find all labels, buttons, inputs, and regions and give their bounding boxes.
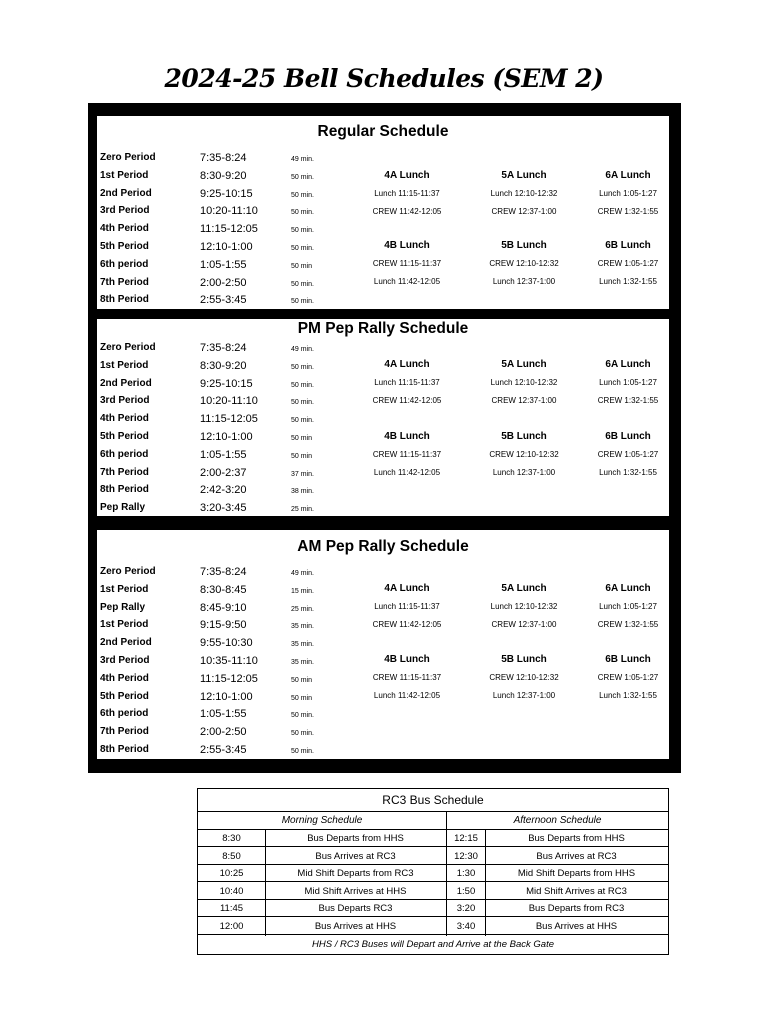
- lunch-header: 4B Lunch: [384, 431, 430, 442]
- period-time: 11:15-12:05: [200, 672, 258, 685]
- lunch-slot: Lunch 1:32-1:55: [599, 691, 657, 700]
- bus-morning-event: Bus Departs RC3: [265, 900, 446, 917]
- lunch-header: 6B Lunch: [605, 654, 651, 665]
- bus-morning-event: Bus Departs from HHS: [265, 830, 446, 847]
- lunch-header: 5A Lunch: [501, 170, 547, 181]
- period-duration: 50 min.: [291, 399, 314, 407]
- period-time: 9:25-10:15: [200, 187, 253, 200]
- am-schedule-title: AM Pep Rally Schedule: [297, 538, 469, 555]
- lunch-header: 5A Lunch: [501, 359, 547, 370]
- lunch-slot: Lunch 11:15-11:37: [374, 378, 440, 387]
- bus-afternoon-time: 12:15: [447, 830, 485, 847]
- period-name: 8th Period: [100, 744, 149, 755]
- period-name: 8th Period: [100, 484, 149, 496]
- lunch-slot: CREW 12:10-12:32: [489, 450, 559, 459]
- period-row: [97, 294, 669, 312]
- table-divider: [446, 812, 447, 936]
- period-name: Zero Period: [100, 342, 156, 353]
- lunch-slot: CREW 12:37-1:00: [491, 396, 557, 405]
- period-duration: 50 min: [291, 452, 313, 460]
- morning-schedule-header: Morning Schedule: [198, 812, 447, 830]
- pm-pep-rally-panel: [97, 319, 669, 516]
- lunch-slot: CREW 1:32-1:55: [597, 396, 659, 405]
- period-time: 1:05-1:55: [200, 258, 247, 271]
- bus-afternoon-event: Bus Arrives at HHS: [485, 918, 668, 935]
- period-time: 2:55-3:45: [200, 744, 247, 756]
- bus-schedule-title: RC3 Bus Schedule: [198, 789, 668, 812]
- bus-morning-time: 8:50: [198, 848, 265, 865]
- period-row: [97, 223, 669, 241]
- period-duration: 49 min.: [291, 346, 314, 353]
- period-name: 5th Period: [100, 431, 149, 442]
- lunch-header: 4B Lunch: [384, 654, 430, 665]
- period-time: 10:35-11:10: [200, 655, 258, 667]
- lunch-slot: Lunch 1:32-1:55: [599, 468, 657, 477]
- period-name: Pep Rally: [100, 601, 146, 613]
- period-duration: 35 min.: [291, 623, 314, 631]
- lunch-header: 5B Lunch: [501, 431, 547, 442]
- period-name: 4th Period: [100, 413, 149, 425]
- table-divider: [265, 830, 266, 936]
- afternoon-schedule-header: Afternoon Schedule: [447, 812, 668, 830]
- period-time: 8:45-9:10: [200, 601, 247, 614]
- lunch-slot: CREW 11:15-11:37: [372, 673, 442, 682]
- period-name: Zero Period: [100, 152, 156, 163]
- lunch-slot: CREW 12:10-12:32: [489, 259, 559, 268]
- period-time: 12:10-1:00: [200, 431, 253, 443]
- lunch-slot: CREW 1:32-1:55: [597, 207, 659, 216]
- period-time: 11:15-12:05: [200, 413, 258, 426]
- period-row: [97, 484, 669, 502]
- period-name: 1st Period: [100, 583, 149, 595]
- period-time: 8:30-9:20: [200, 359, 247, 372]
- period-duration: 25 min.: [291, 506, 314, 514]
- period-name: 1st Period: [100, 619, 149, 631]
- bus-footer-note: HHS / RC3 Buses will Depart and Arrive at the Back Gate: [312, 939, 554, 950]
- period-duration: 50 min.: [291, 227, 314, 235]
- bus-afternoon-event: Bus Departs from HHS: [485, 830, 668, 847]
- period-time: 12:10-1:00: [200, 690, 253, 703]
- period-name: 2nd Period: [100, 637, 152, 649]
- period-duration: 50 min.: [291, 417, 314, 425]
- period-row: [97, 708, 669, 726]
- page-title: 2024-25 Bell Schedules (SEM 2): [164, 64, 604, 93]
- bus-morning-time: 8:30: [198, 830, 265, 847]
- bus-morning-event: Mid Shift Arrives at HHS: [265, 883, 446, 900]
- lunch-slot: CREW 11:42-12:05: [372, 207, 442, 216]
- period-time: 10:20-11:10: [200, 395, 258, 408]
- bus-morning-event: Mid Shift Departs from RC3: [265, 865, 446, 882]
- period-duration: 50 min.: [291, 280, 314, 288]
- lunch-slot: Lunch 1:05-1:27: [599, 602, 657, 611]
- period-name: 7th Period: [100, 726, 149, 738]
- lunch-header: 4B Lunch: [384, 240, 430, 251]
- lunch-slot: CREW 1:05-1:27: [597, 673, 659, 682]
- period-name: Pep Rally: [100, 502, 146, 514]
- period-row: [97, 152, 669, 170]
- lunch-header: 4A Lunch: [384, 359, 430, 370]
- bus-afternoon-time: 1:30: [447, 865, 485, 882]
- period-name: 3rd Period: [100, 395, 150, 407]
- lunch-slot: Lunch 1:05-1:27: [599, 189, 657, 198]
- am-pep-rally-panel: [97, 530, 669, 759]
- lunch-slot: Lunch 12:37-1:00: [492, 277, 556, 286]
- period-row: [97, 637, 669, 655]
- bus-morning-event: Bus Arrives at HHS: [265, 918, 446, 935]
- period-name: 3rd Period: [100, 205, 150, 217]
- lunch-slot: CREW 12:37-1:00: [491, 620, 557, 629]
- lunch-slot: CREW 11:42-12:05: [372, 396, 442, 405]
- lunch-slot: CREW 12:37-1:00: [491, 207, 557, 216]
- period-name: 6th period: [100, 708, 149, 720]
- period-duration: 50 min.: [291, 712, 314, 720]
- period-time: 1:05-1:55: [200, 708, 247, 721]
- period-name: 2nd Period: [100, 377, 152, 389]
- lunch-header: 4A Lunch: [384, 170, 430, 181]
- period-row: [97, 502, 669, 520]
- period-row: [97, 342, 669, 360]
- period-time: 9:15-9:50: [200, 619, 247, 632]
- period-duration: 35 min.: [291, 641, 314, 649]
- period-time: 2:00-2:50: [200, 276, 247, 289]
- period-name: 5th Period: [100, 690, 149, 702]
- lunch-slot: CREW 1:05-1:27: [597, 450, 659, 459]
- period-name: 7th Period: [100, 276, 149, 288]
- bus-afternoon-event: Bus Arrives at RC3: [485, 848, 668, 865]
- period-name: 1st Period: [100, 359, 149, 371]
- lunch-slot: Lunch 12:37-1:00: [492, 691, 556, 700]
- period-time: 2:00-2:50: [200, 726, 247, 739]
- lunch-slot: Lunch 11:42-12:05: [373, 468, 441, 477]
- period-name: 6th period: [100, 448, 149, 460]
- period-time: 9:25-10:15: [200, 377, 253, 390]
- period-duration: 49 min.: [291, 156, 314, 163]
- bus-afternoon-time: 12:30: [447, 848, 485, 865]
- period-duration: 15 min.: [291, 587, 314, 595]
- period-duration: 50 min.: [291, 173, 314, 181]
- period-duration: 50 min.: [291, 191, 314, 199]
- lunch-header: 6A Lunch: [605, 170, 651, 181]
- bus-morning-time: 10:25: [198, 865, 265, 882]
- period-name: 1st Period: [100, 169, 149, 181]
- period-time: 2:00-2:37: [200, 466, 247, 479]
- bus-morning-time: 12:00: [198, 918, 265, 935]
- bus-morning-time: 11:45: [198, 900, 265, 917]
- lunch-slot: CREW 11:42-12:05: [372, 620, 442, 629]
- period-name: 2nd Period: [100, 187, 152, 199]
- period-duration: 50 min: [291, 676, 313, 684]
- lunch-slot: Lunch 12:10-12:32: [490, 602, 558, 611]
- period-time: 11:15-12:05: [200, 223, 258, 236]
- lunch-slot: Lunch 12:10-12:32: [490, 378, 558, 387]
- bus-afternoon-event: Mid Shift Departs from HHS: [485, 865, 668, 882]
- period-time: 8:30-9:20: [200, 169, 247, 182]
- period-name: 7th Period: [100, 466, 149, 478]
- regular-schedule-title: Regular Schedule: [317, 123, 449, 140]
- period-time: 10:20-11:10: [200, 205, 258, 218]
- period-row: [97, 744, 669, 762]
- lunch-slot: Lunch 11:42-12:05: [373, 277, 441, 286]
- period-duration: 50 min.: [291, 363, 314, 371]
- period-time: 7:35-8:24: [200, 566, 247, 578]
- period-time: 7:35-8:24: [200, 152, 247, 164]
- lunch-slot: CREW 11:15-11:37: [372, 450, 442, 459]
- period-duration: 50 min.: [291, 298, 314, 306]
- period-duration: 50 min.: [291, 209, 314, 217]
- period-time: 9:55-10:30: [200, 637, 253, 650]
- lunch-header: 5B Lunch: [501, 654, 547, 665]
- lunch-slot: Lunch 12:37-1:00: [492, 468, 556, 477]
- period-time: 2:55-3:45: [200, 294, 247, 307]
- period-duration: 50 min.: [291, 245, 314, 252]
- period-row: [97, 566, 669, 584]
- period-name: Zero Period: [100, 566, 156, 577]
- period-time: 1:05-1:55: [200, 448, 247, 461]
- lunch-header: 6B Lunch: [605, 240, 651, 251]
- lunch-slot: CREW 1:32-1:55: [597, 620, 659, 629]
- period-time: 12:10-1:00: [200, 241, 253, 253]
- lunch-header: 4A Lunch: [384, 583, 430, 594]
- lunch-slot: Lunch 11:42-12:05: [373, 691, 441, 700]
- period-duration: 50 min.: [291, 748, 314, 755]
- period-name: 5th Period: [100, 241, 149, 252]
- period-duration: 50 min: [291, 262, 313, 270]
- lunch-header: 6B Lunch: [605, 431, 651, 442]
- period-duration: 38 min.: [291, 488, 314, 496]
- bus-morning-event: Bus Arrives at RC3: [265, 848, 446, 865]
- regular-schedule-panel: [97, 116, 669, 309]
- lunch-slot: Lunch 12:10-12:32: [490, 189, 558, 198]
- lunch-header: 6A Lunch: [605, 583, 651, 594]
- lunch-header: 6A Lunch: [605, 359, 651, 370]
- period-duration: 50 min: [291, 694, 313, 702]
- period-name: 4th Period: [100, 223, 149, 235]
- lunch-slot: Lunch 1:05-1:27: [599, 378, 657, 387]
- period-time: 7:35-8:24: [200, 342, 247, 354]
- bus-morning-time: 10:40: [198, 883, 265, 900]
- period-duration: 50 min: [291, 435, 313, 442]
- bus-afternoon-time: 3:20: [447, 900, 485, 917]
- period-name: 3rd Period: [100, 655, 150, 666]
- lunch-header: 5A Lunch: [501, 583, 547, 594]
- period-time: 8:30-8:45: [200, 583, 247, 596]
- lunch-slot: Lunch 11:15-11:37: [374, 602, 440, 611]
- period-duration: 37 min.: [291, 470, 314, 478]
- period-duration: 25 min.: [291, 605, 314, 613]
- period-duration: 50 min.: [291, 730, 314, 738]
- lunch-slot: CREW 12:10-12:32: [489, 673, 559, 682]
- bus-schedule-table: [197, 788, 669, 955]
- period-duration: 50 min.: [291, 381, 314, 389]
- pm-schedule-title: PM Pep Rally Schedule: [297, 320, 469, 337]
- bus-afternoon-time: 3:40: [447, 918, 485, 935]
- table-divider: [485, 830, 486, 936]
- lunch-slot: CREW 1:05-1:27: [597, 259, 659, 268]
- lunch-header: 5B Lunch: [501, 240, 547, 251]
- period-name: 6th period: [100, 258, 149, 270]
- period-time: 2:42-3:20: [200, 484, 247, 497]
- bus-afternoon-event: Bus Departs from RC3: [485, 900, 668, 917]
- period-name: 4th Period: [100, 672, 149, 684]
- bus-afternoon-time: 1:50: [447, 883, 485, 900]
- period-duration: 49 min.: [291, 570, 314, 577]
- lunch-slot: Lunch 11:15-11:37: [374, 189, 440, 198]
- bus-afternoon-event: Mid Shift Arrives at RC3: [485, 883, 668, 900]
- period-duration: 35 min.: [291, 659, 314, 666]
- period-name: 8th Period: [100, 294, 149, 306]
- period-time: 3:20-3:45: [200, 502, 247, 515]
- period-row: [97, 413, 669, 431]
- period-row: [97, 726, 669, 744]
- lunch-slot: CREW 11:15-11:37: [372, 259, 442, 268]
- lunch-slot: Lunch 1:32-1:55: [599, 277, 657, 286]
